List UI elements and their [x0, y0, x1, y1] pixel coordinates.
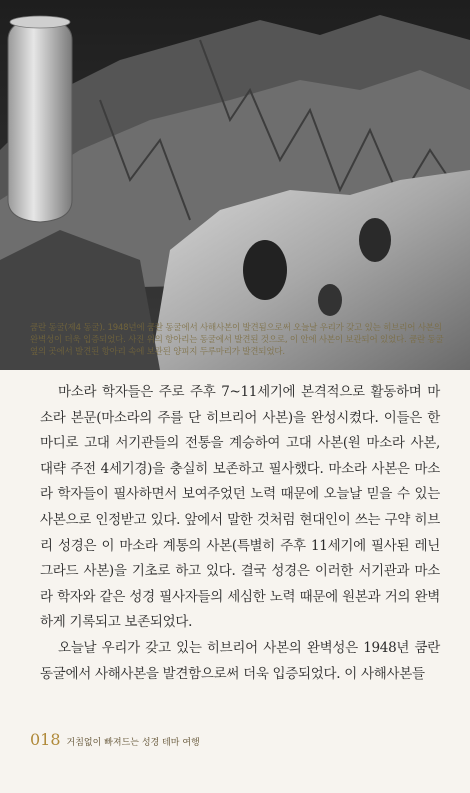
- paragraph-2: 오늘날 우리가 갖고 있는 히브리어 사본의 완벽성은 1948년 쿰란 동굴에서 사해사본을 발견함으로써 더욱 입증되었다. 이 사해사본들: [40, 639, 440, 682]
- paragraph-1: 마소라 학자들은 주로 주후 7~11세기에 본격적으로 활동하며 마소라 본문(마소라의 주를 단 히브리어 사본)을 완성시켰다. 이들은 한마디로 고대 서기관들의 전통을 계승하여 고대 사본(원 마소라 사본, 대략 주전 4세기경)을 충실히 보존하고 필사했다. 마소라 사본은 마소라 학자들이 필사하면서 보여주었던 노력 때문에 오늘날 믿을 수 있는 사본으로 인정받고 있다. 앞에서 말한 것처럼 현대인이 쓰는 구약 히브리 성경은 이 마소라 계통의 사본(특별히 주후 11세기에 필사된 레닌그라드 사본)을 기초로 하고 있다. 결국 성경은 이러한 서기관과 마소라 학자와 같은 성경 필사자들의 세심한 노력 때문에 원본과 거의 완벽하게 기록되고 보존되었다.: [40, 384, 440, 631]
- qumran-cave-photo: [0, 0, 470, 370]
- page-footer: [30, 730, 200, 749]
- body-text: [40, 380, 440, 687]
- photo-caption: 쿰란 동굴(제4 동굴). 1948년에 쿰란 동굴에서 사해사본이 발견됨으로써 오늘날 우리가 갖고 있는 히브리어 사본의 완벽성이 더욱 입증되었다. 사진 위의 항아리는 동굴에서 발견된 것으로, 이 안에 사본이 보관되어 있었다. 쿰란 동굴 옆의 곳에서 발견된 항아리 속에 보관된 양피지 두루마리가 발견되었다.: [30, 323, 444, 357]
- landscape-illustration: [0, 0, 470, 370]
- page-number: 018: [30, 730, 61, 749]
- book-title: 거침없이 빠져드는 성경 테마 여행: [66, 738, 200, 748]
